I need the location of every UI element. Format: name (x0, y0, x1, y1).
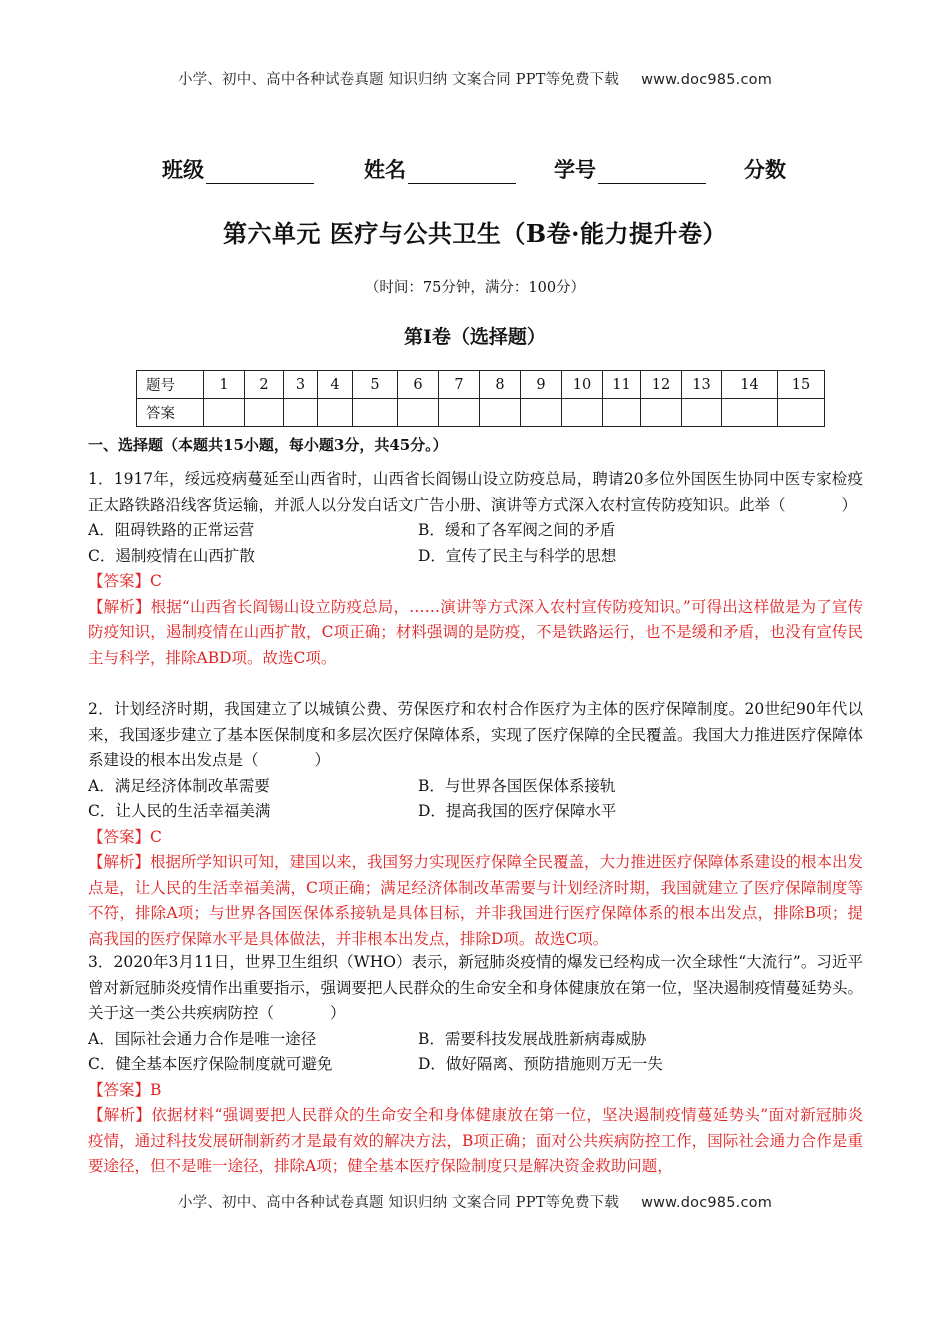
header-url[interactable]: www.doc985.com (641, 72, 773, 88)
table-cell-number: 2 (245, 371, 284, 399)
name-label: 姓名 (364, 157, 406, 182)
table-cell-number: 12 (641, 371, 682, 399)
table-cell-number: 15 (778, 371, 825, 399)
section-heading: 一、选择题（本题共15小题，每小题3分，共45分。） (88, 436, 448, 454)
answer-cell[interactable] (641, 399, 682, 427)
option-d[interactable]: D．宣传了民主与科学的思想 (418, 546, 617, 565)
number-field (554, 154, 706, 184)
question-stem: 1．1917年，绥远疫病蔓延至山西省时，山西省长阎锡山设立防疫总局，聘请20多位外国医生协同中医专家检疫正太路铁路沿线客货运输，并派人以分发白话文广告小册、演讲等方式深入农村宣传防疫知识。此举（ ） (88, 470, 863, 514)
answer-cell[interactable] (398, 399, 439, 427)
table-cell-number: 11 (603, 371, 641, 399)
answer-table-answer-row (137, 399, 825, 427)
student-info-fields (162, 154, 802, 186)
answer-line: 【答案】C (88, 827, 162, 846)
answer-cell[interactable] (284, 399, 318, 427)
volume-heading: 第Ⅰ卷（选择题） (404, 326, 546, 348)
answer-table (136, 370, 825, 427)
question-stem: 2．计划经济时期，我国建立了以城镇公费、劳保医疗和农村合作医疗为主体的医疗保障制度。20世纪90年代以来，我国逐步建立了基本医保制度和多层次医疗保障体系，实现了医疗保障的全民覆盖。我国大力推进医疗保障体系建设的根本出发点是（ ） (88, 700, 864, 769)
analysis-text: 【解析】根据所学知识可知，建国以来，我国努力实现医疗保障全民覆盖，大力推进医疗保障体系建设的根本出发点是，让人民的生活幸福美满，C项正确；满足经济体制改革需要与计划经济时期，我国就建立了医疗保障制度等不符，排除A项；与世界各国医保体系接轨是具体目标，并非我国进行医疗保障体系的根本出发点，排除B项；提高我国的医疗保障水平是具体做法，并非根本出发点，排除D项。故选C项。 (88, 853, 864, 948)
class-field (162, 154, 314, 184)
answer-cell[interactable] (353, 399, 398, 427)
exam-title: 第六单元 医疗与公共卫生（B卷·能力提升卷） (223, 219, 727, 248)
answer-cell[interactable] (439, 399, 480, 427)
question-2 (88, 697, 863, 952)
answer-cell[interactable] (480, 399, 521, 427)
class-blank (206, 163, 314, 184)
question-options (88, 518, 863, 569)
answer-table-number-row (137, 371, 825, 399)
table-cell-number: 5 (353, 371, 398, 399)
option-d[interactable]: D．提高我国的医疗保障水平 (418, 802, 617, 820)
table-cell-number: 13 (682, 371, 722, 399)
footer-text: 小学、初中、高中各种试卷真题 知识归纳 文案合同 PPT等免费下载 (177, 1195, 620, 1211)
answer-cell[interactable] (682, 399, 722, 427)
answer-cell[interactable] (318, 399, 353, 427)
option-a[interactable]: A．满足经济体制改革需要 (88, 776, 270, 795)
footer-url[interactable]: www.doc985.com (641, 1195, 773, 1211)
question-stem: 3．2020年3月11日，世界卫生组织（WHO）表示，新冠肺炎疫情的爆发已经构成一次全球性“大流行”。习近平曾对新冠肺炎疫情作出重要指示，强调要把人民群众的生命安全和身体健康放在第一位，坚决遏制疫情蔓延势头。关于这一类公共疾病防控（ ） (88, 953, 864, 1022)
table-cell-number: 10 (562, 371, 603, 399)
name-blank (408, 163, 516, 184)
option-c[interactable]: C．遏制疫情在山西扩散 (88, 546, 255, 565)
answer-cell[interactable] (722, 399, 778, 427)
table-cell-number: 9 (521, 371, 562, 399)
table-cell-number: 1 (204, 371, 245, 399)
table-cell-number: 4 (318, 371, 353, 399)
page-header (0, 68, 950, 89)
answer-cell[interactable] (562, 399, 603, 427)
table-cell-number: 8 (480, 371, 521, 399)
analysis-text: 【解析】根据“山西省长阎锡山设立防疫总局，……演讲等方式深入农村宣传防疫知识。”可得出这样做是为了宣传防疫知识，遏制疫情在山西扩散，C项正确；材料强调的是防疫，不是铁路运行，也不是缓和矛盾，也没有宣传民主与科学，排除ABD项。故选C项。 (88, 597, 863, 667)
option-a[interactable]: A．国际社会通力合作是唯一途径 (88, 1029, 317, 1048)
answer-cell[interactable] (521, 399, 562, 427)
page-footer (0, 1191, 950, 1212)
score-field (744, 154, 786, 184)
table-cell-number: 3 (284, 371, 318, 399)
table-cell-number: 7 (439, 371, 480, 399)
option-a[interactable]: A．阻碍铁路的正常运营 (88, 521, 255, 539)
option-b[interactable]: B．缓和了各军阀之间的矛盾 (418, 521, 616, 539)
score-label: 分数 (744, 157, 786, 182)
option-d[interactable]: D．做好隔离、预防措施则万无一失 (418, 1055, 663, 1073)
answer-cell[interactable] (245, 399, 284, 427)
answer-line: 【答案】C (88, 572, 162, 590)
answer-cell[interactable] (204, 399, 245, 427)
option-c[interactable]: C．让人民的生活幸福美满 (88, 802, 271, 820)
answer-cell[interactable] (603, 399, 641, 427)
table-cell-number: 14 (722, 371, 778, 399)
question-options (88, 1027, 863, 1078)
option-c[interactable]: C．健全基本医疗保险制度就可避免 (88, 1055, 333, 1073)
question-3 (88, 950, 863, 1180)
option-b[interactable]: B．需要科技发展战胜新病毒威胁 (418, 1029, 647, 1048)
number-blank (598, 163, 706, 184)
analysis-text: 【解析】依据材料“强调要把人民群众的生命安全和身体健康放在第一位，坚决遏制疫情蔓延势头”面对新冠肺炎疫情，通过科技发展研制新药才是最有效的解决方法，B项正确；面对公共疾病防控工作，国际社会通力合作是重要途径，但不是唯一途径，排除A项；健全基本医疗保险制度只是解决资金救助问题， (88, 1106, 863, 1175)
table-cell-number: 6 (398, 371, 439, 399)
header-text: 小学、初中、高中各种试卷真题 知识归纳 文案合同 PPT等免费下载 (177, 72, 620, 88)
exam-subtitle: （时间：75分钟，满分：100分） (364, 280, 586, 296)
question-1 (88, 467, 863, 671)
answer-line: 【答案】B (88, 1080, 162, 1099)
name-field (364, 154, 516, 184)
answer-cell[interactable] (778, 399, 825, 427)
question-options (88, 774, 863, 825)
option-b[interactable]: B．与世界各国医保体系接轨 (418, 776, 616, 795)
table-row-label: 答案 (137, 399, 204, 427)
number-label: 学号 (554, 157, 596, 182)
class-label: 班级 (162, 157, 204, 182)
table-row-label: 题号 (137, 371, 204, 399)
